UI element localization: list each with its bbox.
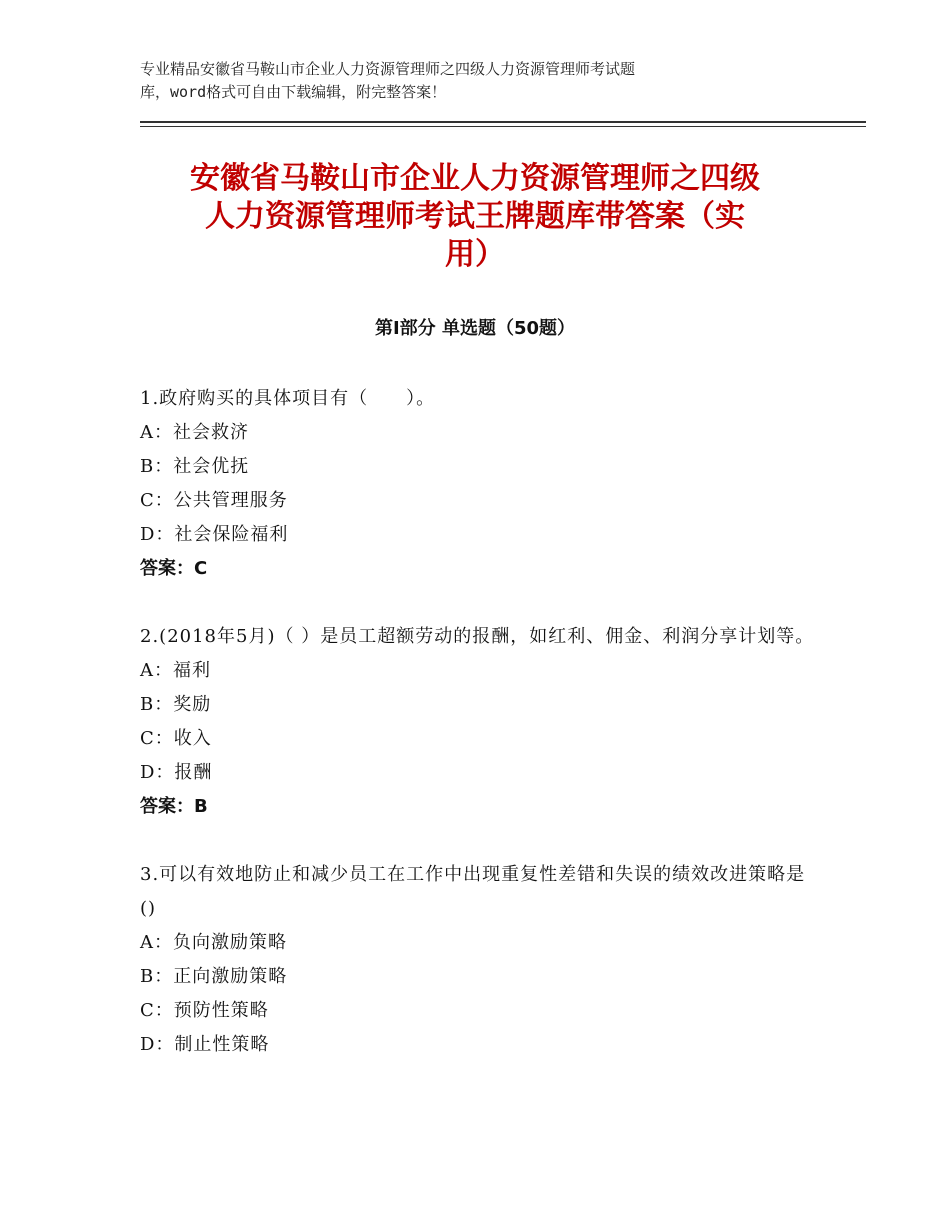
document-title (140, 160, 810, 274)
answer: 答案：C (140, 558, 208, 579)
header-divider-thick (140, 121, 866, 123)
option-b: B：社会优抚 (140, 456, 250, 477)
option-a: A：社会救济 (140, 422, 249, 443)
section-heading: 第Ⅰ部分 单选题（50题） (374, 318, 575, 339)
question-stem: 2.(2018年5月)（ ）是员工超额劳动的报酬，如红利、佣金、利润分享计划等。 (140, 626, 815, 647)
question-stem: 1.政府购买的具体项目有（ ）。 (140, 388, 436, 409)
option-d: D：报酬 (140, 762, 213, 783)
option-a: A：福利 (140, 660, 211, 681)
question-stem: 3.可以有效地防止和减少员工在工作中出现重复性差错和失误的绩效改进策略是() (140, 864, 806, 919)
question-2 (140, 620, 820, 824)
header-note (140, 58, 780, 104)
option-b: B：奖励 (140, 694, 212, 715)
question-1 (140, 382, 820, 586)
header-note-line-2: 库，word格式可自由下载编辑，附完整答案！ (140, 83, 447, 101)
question-list (140, 382, 820, 1096)
option-d: D：社会保险福利 (140, 524, 289, 545)
option-d: D：制止性策略 (140, 1034, 270, 1055)
option-b: B：正向激励策略 (140, 966, 288, 987)
answer: 答案：B (140, 796, 208, 817)
document-title-line-2: 人力资源管理师考试王牌题库带答案（实 (205, 199, 745, 234)
option-c: C：公共管理服务 (140, 490, 288, 511)
question-3 (140, 858, 820, 1062)
document-title-line-3: 用） (445, 237, 505, 272)
header-note-line-1: 专业精品安徽省马鞍山市企业人力资源管理师之四级人力资源管理师考试题 (140, 60, 636, 78)
option-a: A：负向激励策略 (140, 932, 287, 953)
header-divider-thin (140, 126, 866, 127)
option-c: C：预防性策略 (140, 1000, 269, 1021)
document-title-line-1: 安徽省马鞍山市企业人力资源管理师之四级 (190, 161, 760, 196)
option-c: C：收入 (140, 728, 212, 749)
